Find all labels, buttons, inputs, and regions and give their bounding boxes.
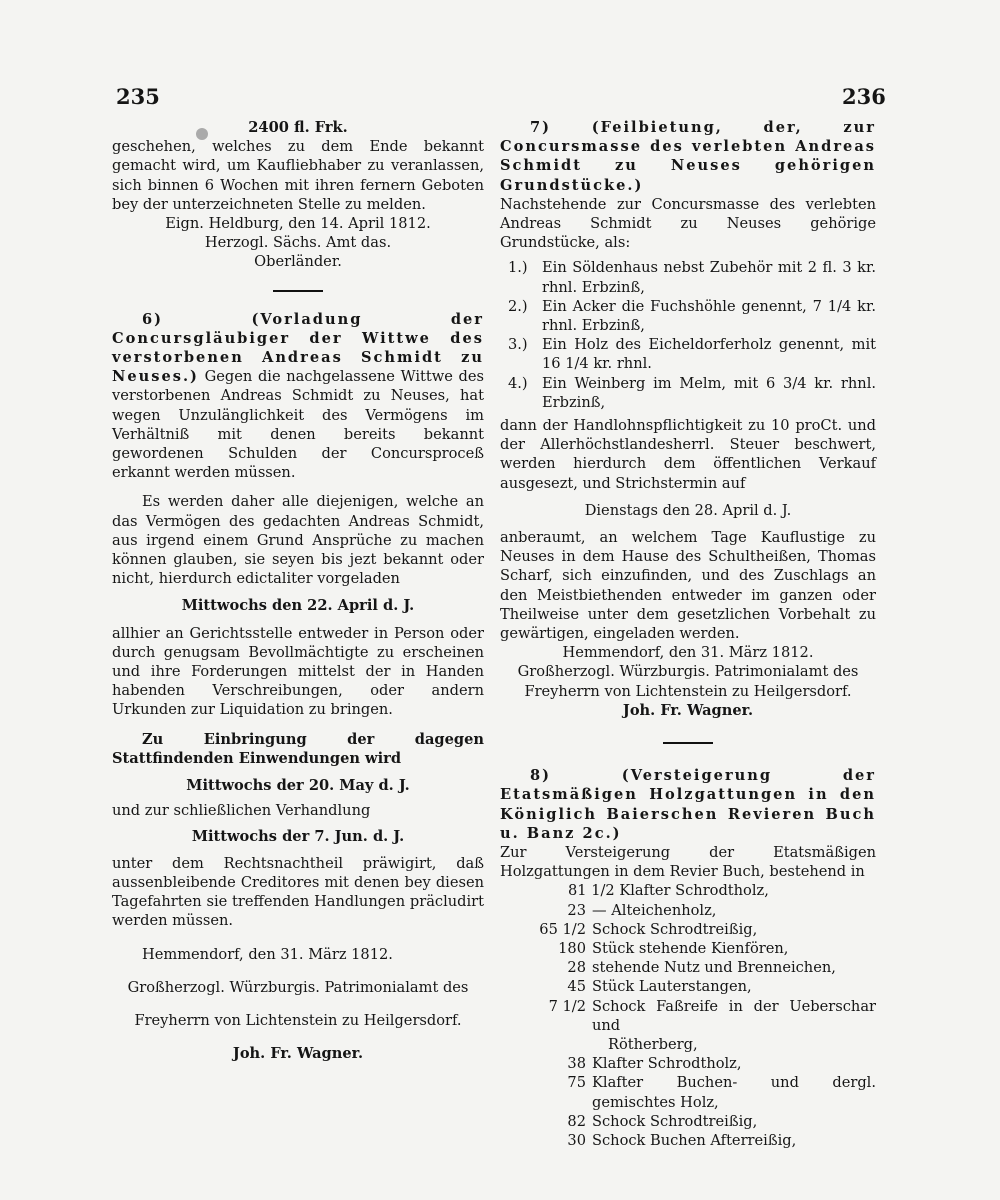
notice-6-paragraph-4: Zu Einbringung der dagegen Stattfindenden Einwendungen wird — [112, 730, 484, 767]
item-quantity: 38 — [567, 1055, 586, 1073]
notice-8-intro: Zur Versteigerung der Etatsmäßigen Holzgattungen in dem Revier Buch, bestehend in — [500, 843, 876, 881]
intro-paragraph: geschehen, welches zu dem Ende bekannt gemacht wird, um Kaufliebhaber zu veranlassen, sich binnen 6 Wochen mit ihren fernern Geboten bey der unterzeichneten Stelle zu melden. — [112, 138, 484, 213]
property-item — [500, 374, 876, 412]
property-list — [500, 258, 876, 412]
notice-7-paragraph-3: anberaumt, an welchem Tage Kauflustige zu Neuses in dem Hause des Schultheißen, Thomas Scharf, sich einzufinden, und des Zuschlags an den Meistbiethenden entweder im ganzen oder Theilweise unter dem gesetzlichen Vorbehalt zu gewärtigen, eingeladen werden. — [500, 529, 876, 643]
item-text: Ein Holz des Eicheldorferholz genennt, mit 16 1/4 kr. rhnl. — [542, 336, 876, 373]
notice-8-heading: 8) (Versteigerung der Etatsmäßigen Holzgattungen in den Königlich Baierschen Revieren Buch u. Banz 2c.) — [500, 767, 876, 842]
notice-6-paragraph-3: allhier an Gerichtsstelle entweder in Person oder durch genugsam Bevollmächtigte zu erscheinen und ihre Forderungen mittelst der in Handen habenden Verschreibungen, oder andern Urkunden zur Liquidation zu bringen. — [112, 624, 484, 719]
item-quantity: 65 1/2 — [539, 920, 586, 938]
item-text: Klafter Buchen- und dergl. gemischtes Holz, — [592, 1074, 876, 1111]
signature-office: Großherzogl. Würzburgis. Patrimonialamt des Freyherrn von Lichtenstein zu Heilgersdorf. — [517, 663, 859, 700]
wood-item — [500, 1073, 876, 1111]
wood-list-2 — [500, 1054, 876, 1150]
left-column — [112, 118, 484, 1063]
date: Dienstags den 28. April d. J. — [584, 501, 792, 519]
wood-item — [500, 939, 876, 958]
wood-item — [500, 1131, 876, 1150]
signature-name: Oberländer. — [254, 253, 342, 271]
amount-line: 2400 fl. Frk. — [248, 119, 348, 136]
item-quantity: 180 — [558, 939, 586, 957]
signature-2-name: Joh. Fr. Wagner. — [232, 1045, 364, 1063]
wood-list — [500, 901, 876, 1035]
notice-6-paragraph-5: und zur schließlichen Verhandlung — [112, 802, 371, 820]
notice-6-text: Gegen die nachgelassene Wittwe des verstorbenen Andreas Schmidt zu Neuses, hat wegen Unzulänglichkeit des Vermögens im Verhältniß mit denen bereits bekannt gewordenen Schulden der Concursproceß erkannt werden müssen. — [112, 368, 485, 482]
item-text: stehende Nutz und Brenneichen, — [592, 959, 836, 977]
item-quantity: 23 — [567, 901, 586, 919]
wood-item — [500, 920, 876, 939]
notice-6-paragraph-2: Es werden daher alle diejenigen, welche an das Vermögen des gedachten Andreas Schmidt, aus irgend einem Grund Ansprüche zu machen können glauben, sie seyen bis jezt bekannt oder nicht, hierdurch edictaliter vorgeladen — [112, 493, 484, 588]
item-quantity: 30 — [567, 1131, 586, 1149]
item-text: Klafter Schrodtholz, — [592, 1055, 742, 1073]
item-quantity: 45 — [567, 978, 586, 996]
signature-office: Herzogl. Sächs. Amt das. — [204, 234, 392, 252]
date-3: Mittwochs der 7. Jun. d. J. — [191, 827, 405, 845]
signature-2-office-line-2: Freyherrn von Lichtenstein zu Heilgersdorf. — [134, 1011, 462, 1029]
item-text: Ein Acker die Fuchshöhle genennt, 7 1/4 kr. rhnl. Erbzinß, — [542, 297, 876, 335]
page-number-left: 235 — [116, 84, 160, 109]
signature-2-office-line-1: Großherzogl. Würzburgis. Patrimonialamt des — [127, 978, 469, 996]
date-1: Mittwochs den 22. April d. J. — [181, 597, 415, 615]
item-text: Schock Faßreife in der Ueberschar und — [592, 997, 876, 1034]
notice-6-paragraph-6: unter dem Rechtsnachtheil präwigirt, daß aussenbleibende Creditores mit denen bey diesen Tagefahrten sie treffenden Handlungen präcludirt werden müssen. — [112, 854, 484, 930]
item-text: Stück stehende Kienfören, — [592, 939, 789, 957]
wood-item — [500, 997, 876, 1035]
item-number: 1.) — [508, 259, 528, 277]
item-quantity: 75 — [567, 1074, 586, 1092]
signature-name: Joh. Fr. Wagner. — [622, 701, 754, 719]
item-quantity: 82 — [567, 1112, 586, 1130]
signature-place: Eign. Heldburg, den 14. April 1812. — [165, 215, 431, 233]
notice-7-heading: 7) (Feilbietung, der, zur Concursmasse des verlebten Andreas Schmidt zu Neuses gehörigen Grundstücke.) — [500, 119, 876, 194]
item-number: 2.) — [508, 297, 528, 315]
wood-item — [500, 1054, 876, 1073]
item-quantity: 7 1/2 — [548, 997, 586, 1015]
item-text: Schock Schrodtreißig, — [592, 920, 758, 938]
wood-item — [500, 901, 876, 920]
signature-place: Hemmendorf, den 31. März 1812. — [562, 644, 814, 662]
property-item — [500, 297, 876, 335]
wood-item — [500, 977, 876, 996]
right-column — [500, 118, 876, 1150]
page-number-right: 236 — [842, 84, 886, 109]
notice-6-heading: 6) (Vorladung der Concursgläubiger der Wittwe des verstorbenen Andreas Schmidt zu Neuses.) — [112, 310, 484, 386]
item-text: Ein Weinberg im Melm, mit 6 3/4 kr. rhnl. Erbzinß, — [542, 374, 876, 411]
notice-7-intro: Nachstehende zur Concursmasse des verlebten Andreas Schmidt zu Neuses gehörige Grundstücke, als: — [500, 195, 876, 252]
item-text: Stück Lauterstangen, — [592, 978, 752, 996]
item-text: Ein Söldenhaus nebst Zubehör mit 2 fl. 3 kr. rhnl. Erbzinß, — [542, 259, 876, 296]
wood-item — [500, 1112, 876, 1131]
item-number: 3.) — [508, 336, 528, 354]
property-item — [500, 335, 876, 373]
notice-7-paragraph-2: dann der Handlohnspflichtigkeit zu 10 proCt. und der Allerhöchstlandesherrl. Steuer beschwert, werden hierdurch dem öffentlichen Verkauf ausgesezt, und Strichstermin auf — [500, 417, 876, 492]
property-item — [500, 258, 876, 296]
date-2: Mittwochs der 20. May d. J. — [186, 777, 410, 795]
item-text: Schock Buchen Afterreißig, — [592, 1131, 797, 1149]
wood-item — [500, 958, 876, 977]
item-text: Schock Schrodtreißig, — [592, 1112, 758, 1130]
item-number: 4.) — [508, 374, 528, 392]
item-quantity: 28 — [567, 959, 586, 977]
item-text: — Alteichenholz, — [592, 901, 717, 919]
signature-2-place: Hemmendorf, den 31. März 1812. — [142, 945, 393, 963]
wood-item-continuation: Rötherberg, — [608, 1035, 698, 1053]
wood-item-first: 81 1/2 Klafter Schrodtholz, — [568, 882, 769, 900]
